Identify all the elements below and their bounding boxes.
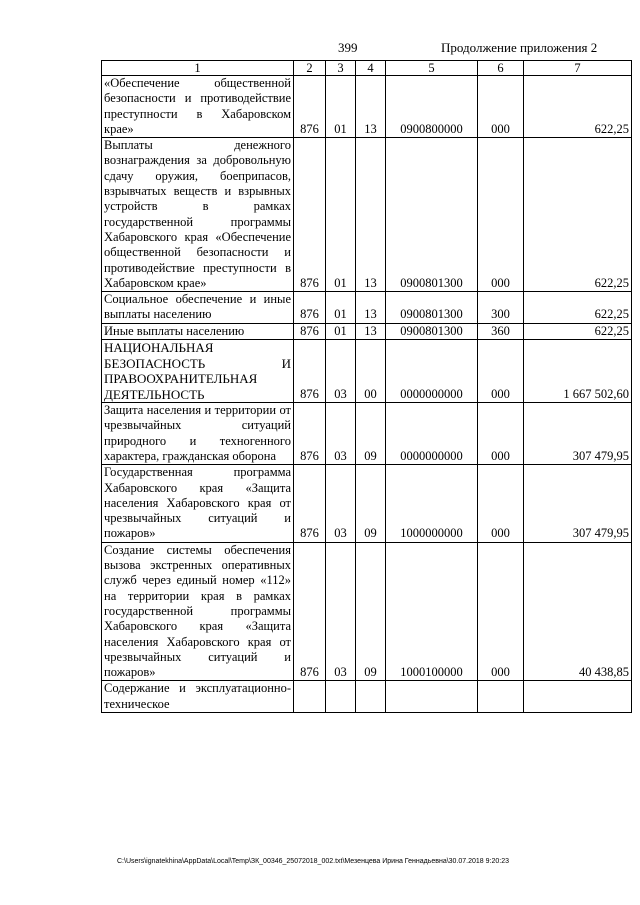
row-name: Содержание и эксплуатационно-техническое — [102, 681, 294, 713]
row-subsection — [356, 681, 386, 713]
table-row — [102, 403, 632, 465]
row-ministry-code: 876 — [294, 323, 326, 339]
row-target-article: 0900801300 — [386, 323, 478, 339]
row-name: Выплаты денежного вознаграждения за добровольную сдачу оружия, боеприпасов, взрывчатых веществ и взрывных устройств в рамках государственной программы Хабаровского края «Обеспечение общественной безопасности и противодействие преступности в Хабаровском крае» — [102, 138, 294, 292]
row-amount: 40 438,85 — [524, 542, 632, 681]
row-amount: 622,25 — [524, 323, 632, 339]
row-amount: 622,25 — [524, 138, 632, 292]
row-amount: 307 479,95 — [524, 465, 632, 542]
row-expense-type: 000 — [478, 542, 524, 681]
row-target-article: 0900800000 — [386, 76, 478, 138]
row-section: 03 — [326, 465, 356, 542]
row-target-article — [386, 681, 478, 713]
row-expense-type: 000 — [478, 340, 524, 403]
row-section — [326, 681, 356, 713]
row-subsection: 09 — [356, 465, 386, 542]
row-ministry-code: 876 — [294, 292, 326, 324]
row-section: 01 — [326, 138, 356, 292]
row-target-article: 0900801300 — [386, 292, 478, 324]
table-row — [102, 340, 632, 403]
row-ministry-code: 876 — [294, 340, 326, 403]
row-section: 03 — [326, 542, 356, 681]
row-subsection: 13 — [356, 323, 386, 339]
row-expense-type: 360 — [478, 323, 524, 339]
table-row — [102, 681, 632, 713]
row-amount: 307 479,95 — [524, 403, 632, 465]
row-subsection: 09 — [356, 542, 386, 681]
table-row — [102, 76, 632, 138]
table-row — [102, 138, 632, 292]
row-expense-type: 000 — [478, 76, 524, 138]
column-header-2: 2 — [294, 61, 326, 76]
row-section: 03 — [326, 340, 356, 403]
row-amount — [524, 681, 632, 713]
continuation-label: Продолжение приложения 2 — [441, 40, 598, 55]
row-target-article: 1000100000 — [386, 542, 478, 681]
row-expense-type: 000 — [478, 465, 524, 542]
row-name: Создание системы обеспечения вызова экстренных оперативных служб через единый номер «112» на территории края в рамках государственной программы Хабаровского края «Защита населения Хабаровского края от чрезвычайных ситуаций и пожаров» — [102, 542, 294, 681]
row-ministry-code: 876 — [294, 76, 326, 138]
row-amount: 622,25 — [524, 292, 632, 324]
column-header-5: 5 — [386, 61, 478, 76]
row-ministry-code: 876 — [294, 542, 326, 681]
row-subsection: 00 — [356, 340, 386, 403]
page-number: 399 — [338, 40, 358, 55]
row-ministry-code: 876 — [294, 403, 326, 465]
row-name: Защита населения и территории от чрезвычайных ситуаций природного и техногенного характера, гражданская оборона — [102, 403, 294, 465]
table-row — [102, 323, 632, 339]
row-target-article: 0000000000 — [386, 403, 478, 465]
row-ministry-code — [294, 681, 326, 713]
row-target-article: 0900801300 — [386, 138, 478, 292]
row-ministry-code: 876 — [294, 465, 326, 542]
row-section: 01 — [326, 323, 356, 339]
table-row — [102, 542, 632, 681]
budget-table — [101, 60, 632, 713]
row-section: 01 — [326, 292, 356, 324]
row-subsection: 09 — [356, 403, 386, 465]
row-name: Государственная программа Хабаровского края «Защита населения Хабаровского края от чрезвычайных ситуаций и пожаров» — [102, 465, 294, 542]
row-amount: 622,25 — [524, 76, 632, 138]
row-amount: 1 667 502,60 — [524, 340, 632, 403]
column-header-6: 6 — [478, 61, 524, 76]
column-header-7: 7 — [524, 61, 632, 76]
row-section: 01 — [326, 76, 356, 138]
row-expense-type: 000 — [478, 403, 524, 465]
row-name: Социальное обеспечение и иные выплаты населению — [102, 292, 294, 324]
row-ministry-code: 876 — [294, 138, 326, 292]
row-name: НАЦИОНАЛЬНАЯ БЕЗОПАСНОСТЬ И ПРАВООХРАНИТЕЛЬНАЯ ДЕЯТЕЛЬНОСТЬ — [102, 340, 294, 403]
column-header-4: 4 — [356, 61, 386, 76]
row-target-article: 1000000000 — [386, 465, 478, 542]
file-path-footer: C:\Users\ignatekhina\AppData\Local\Temp\ЗК_00346_25072018_002.txt\Мезенцева Ирина Геннадьевна\30.07.2018 9:20:23 — [117, 858, 509, 865]
table-row — [102, 465, 632, 542]
row-target-article: 0000000000 — [386, 340, 478, 403]
row-name: «Обеспечение общественной безопасности и противодействие преступности в Хабаровском крае» — [102, 76, 294, 138]
row-expense-type — [478, 681, 524, 713]
row-subsection: 13 — [356, 292, 386, 324]
column-header-1: 1 — [102, 61, 294, 76]
row-expense-type: 300 — [478, 292, 524, 324]
row-section: 03 — [326, 403, 356, 465]
row-expense-type: 000 — [478, 138, 524, 292]
table-row — [102, 292, 632, 324]
column-header-row — [102, 61, 632, 76]
row-subsection: 13 — [356, 138, 386, 292]
row-name: Иные выплаты населению — [102, 323, 294, 339]
row-subsection: 13 — [356, 76, 386, 138]
column-header-3: 3 — [326, 61, 356, 76]
